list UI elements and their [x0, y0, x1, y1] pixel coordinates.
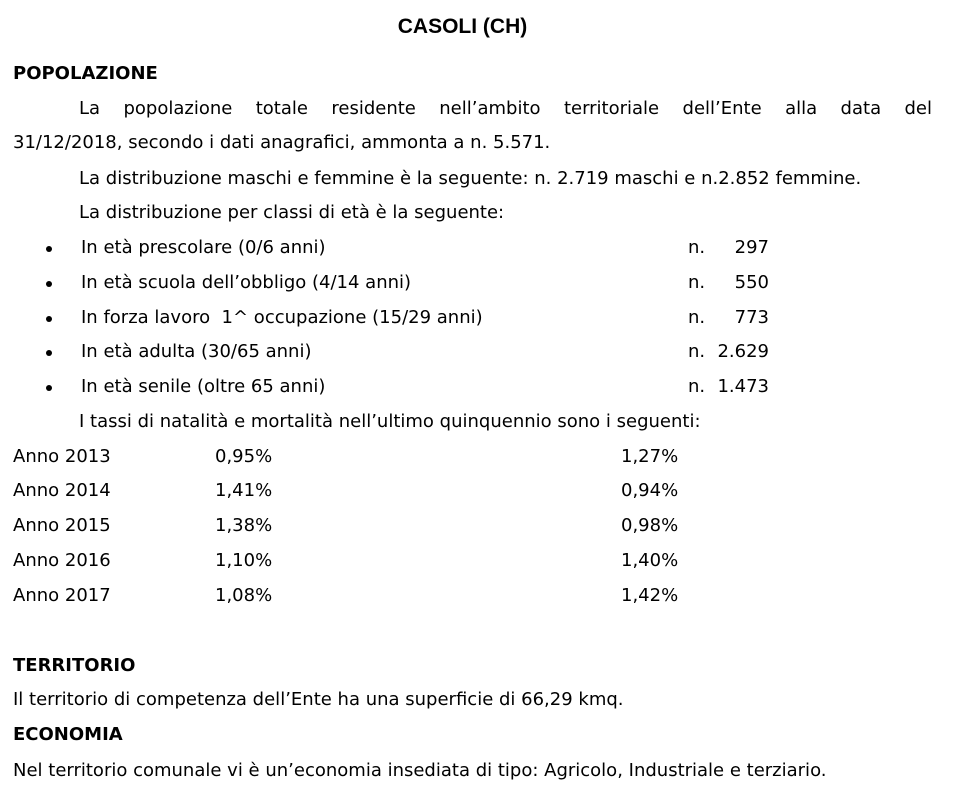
rate-year: Anno 2016: [13, 550, 111, 571]
territory-text: Il territorio di competenza dell’Ente ha una superficie di 66,29 kmq.: [13, 689, 624, 710]
section-heading-popolazione: POPOLAZIONE: [13, 63, 158, 84]
age-class-label: In età senile (oltre 65 anni): [81, 376, 326, 397]
death-rate: 0,94%: [621, 480, 679, 501]
list-item: [0, 271, 957, 295]
table-row: [0, 549, 957, 573]
birth-rate: 1,41%: [215, 480, 273, 501]
age-class-value: 297: [734, 237, 769, 258]
population-intro-line-1: [13, 97, 932, 121]
rates-intro: I tassi di natalità e mortalità nell’ultimo quinquennio sono i seguenti:: [79, 411, 701, 432]
bullet-icon: [46, 281, 52, 287]
section-heading-economia: ECONOMIA: [13, 724, 123, 745]
age-class-prefix: n.: [688, 376, 706, 397]
age-class-prefix: n.: [688, 272, 706, 293]
list-item: [0, 236, 957, 260]
document-title: CASOLI (CH): [397, 15, 528, 38]
death-rate: 1,40%: [621, 550, 679, 571]
age-class-prefix: n.: [688, 341, 706, 362]
table-row: [0, 479, 957, 503]
rate-year: Anno 2014: [13, 480, 111, 501]
list-item: [0, 306, 957, 330]
age-class-value: 2.629: [717, 341, 769, 362]
age-class-label: In età scuola dell’obbligo (4/14 anni): [81, 272, 412, 293]
death-rate: 1,42%: [621, 585, 679, 606]
bullet-icon: [46, 385, 52, 391]
economy-text: Nel territorio comunale vi è un’economia insediata di tipo: Agricolo, Industriale e terziario.: [13, 760, 827, 781]
table-row: [0, 514, 957, 538]
table-row: [0, 584, 957, 608]
birth-rate: 0,95%: [215, 446, 273, 467]
bullet-icon: [46, 350, 52, 356]
table-row: [0, 445, 957, 469]
rate-year: Anno 2013: [13, 446, 111, 467]
list-item: [0, 340, 957, 364]
birth-rate: 1,10%: [215, 550, 273, 571]
age-distribution-intro: La distribuzione per classi di età è la seguente:: [79, 202, 505, 223]
list-item: [0, 375, 957, 399]
bullet-icon: [46, 316, 52, 322]
age-class-value: 550: [734, 272, 769, 293]
death-rate: 0,98%: [621, 515, 679, 536]
death-rate: 1,27%: [621, 446, 679, 467]
population-intro-line-2: 31/12/2018, secondo i dati anagrafici, ammonta a n. 5.571.: [13, 132, 551, 153]
age-class-value: 1.473: [717, 376, 769, 397]
birth-rate: 1,38%: [215, 515, 273, 536]
bullet-icon: [46, 246, 52, 252]
population-intro-text: La popolazione totale residente nell’ambito territoriale dell’Ente alla data del: [79, 98, 932, 119]
age-class-prefix: n.: [688, 307, 706, 328]
age-class-prefix: n.: [688, 237, 706, 258]
age-class-label: In età adulta (30/65 anni): [81, 341, 312, 362]
age-class-value: 773: [734, 307, 769, 328]
gender-distribution-text: La distribuzione maschi e femmine è la seguente: n. 2.719 maschi e n.2.852 femmine.: [79, 168, 862, 189]
birth-rate: 1,08%: [215, 585, 273, 606]
rate-year: Anno 2015: [13, 515, 111, 536]
section-heading-territorio: TERRITORIO: [13, 655, 136, 676]
rate-year: Anno 2017: [13, 585, 111, 606]
age-class-label: In forza lavoro 1^ occupazione (15/29 anni): [81, 307, 483, 328]
age-class-label: In età prescolare (0/6 anni): [81, 237, 326, 258]
